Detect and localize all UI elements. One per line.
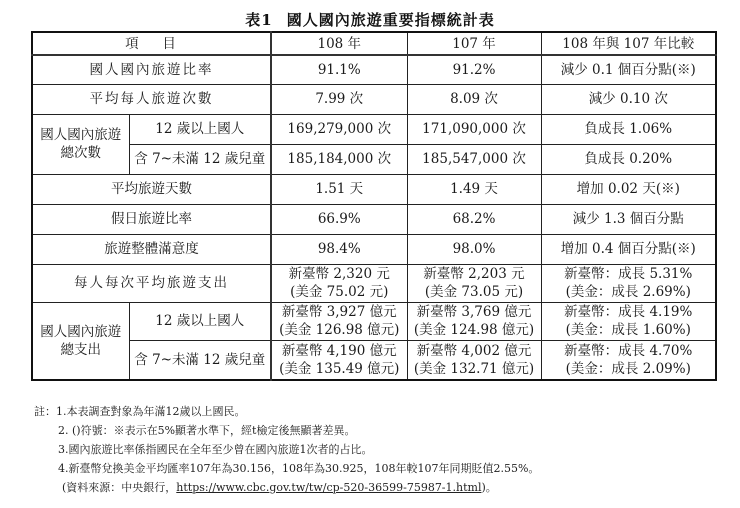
source-link[interactable]: https://www.cbc.gov.tw/tw/cp-520-36599-75987-1.html [176, 481, 482, 494]
cell-compare: 負成長 0.20% [541, 144, 716, 174]
footnotes [34, 402, 539, 497]
table-row [32, 340, 716, 380]
cell-compare: 減少 0.10 次 [541, 84, 716, 114]
cell-108 [271, 302, 407, 340]
table-row [32, 234, 716, 264]
header-108: 108 年 [271, 32, 407, 55]
sub-row-label: 含 7~未滿 12 歲兒童 [129, 144, 271, 174]
footnote-4: 4.新臺幣兌換美金平均匯率107年為30.156，108年為30.925，108年較107年同期貶值2.55%。 [58, 462, 540, 475]
group-label-total-trips [32, 114, 129, 174]
group-label-line1: 國人國內旅遊 [40, 127, 122, 143]
group-label-line1: 國人國內旅遊 [40, 323, 122, 340]
table-header-row [32, 32, 716, 55]
source-prefix: (資料來源：中央銀行， [62, 481, 177, 494]
footnote-1 [34, 402, 539, 421]
cell-107 [407, 302, 541, 340]
group-label-line2: 總支出 [60, 341, 101, 358]
source-suffix: )。 [481, 481, 497, 494]
cell-compare-twd: 新臺幣：成長 4.70% [564, 342, 693, 359]
table-row [32, 204, 716, 234]
cell-108: 98.4% [271, 234, 407, 264]
header-107: 107 年 [407, 32, 541, 55]
cell-108-usd: (美金 126.98 億元) [279, 322, 400, 338]
cell-107 [407, 264, 541, 302]
footnote-2: 2. ()符號：※表示在5%顯著水準下，經t檢定後無顯著差異。 [58, 424, 356, 437]
table-title [0, 9, 740, 30]
cell-107: 1.49 天 [407, 174, 541, 204]
cell-compare-usd: (美金：成長 2.69%) [565, 284, 691, 300]
row-label: 旅遊整體滿意度 [32, 234, 271, 264]
cell-108: 7.99 次 [271, 84, 407, 114]
table-row [32, 174, 716, 204]
footnote-source [34, 478, 539, 497]
cell-108 [271, 340, 407, 380]
cell-108: 185,184,000 次 [271, 144, 407, 174]
cell-107: 98.0% [407, 234, 541, 264]
cell-107-usd: (美金 132.71 億元) [413, 360, 535, 377]
cell-108-usd: (美金 135.49 億元) [279, 360, 400, 377]
sub-row-label: 12 歲以上國人 [129, 302, 271, 340]
cell-107-twd: 新臺幣 4,002 億元 [416, 342, 532, 359]
cell-107-usd: (美金 73.05 元) [424, 284, 524, 300]
cell-108: 1.51 天 [271, 174, 407, 204]
table-row [32, 114, 716, 144]
cell-107: 185,547,000 次 [407, 144, 541, 174]
cell-107: 8.09 次 [407, 84, 541, 114]
cell-107-twd: 新臺幣 2,203 元 [423, 266, 525, 282]
cell-107: 68.2% [407, 204, 541, 234]
sub-row-label: 12 歲以上國人 [129, 114, 271, 144]
cell-107: 91.2% [407, 55, 541, 84]
cell-compare: 增加 0.4 個百分點(※) [541, 234, 716, 264]
cell-107: 171,090,000 次 [407, 114, 541, 144]
cell-compare: 減少 1.3 個百分點 [541, 204, 716, 234]
group-label-total-spend [32, 302, 129, 380]
cell-compare-twd: 新臺幣：成長 4.19% [564, 304, 693, 320]
row-label: 國人國內旅遊比率 [32, 55, 271, 84]
row-label: 平均每人旅遊次數 [32, 84, 271, 114]
cell-108: 169,279,000 次 [271, 114, 407, 144]
row-label: 每人每次平均旅遊支出 [32, 264, 271, 302]
table-row [32, 264, 716, 302]
cell-108: 91.1% [271, 55, 407, 84]
footnote-1-text: 1.本表調查對象為年滿12歲以上國民。 [56, 405, 246, 418]
statistics-table [31, 31, 717, 381]
table-number: 表1 [245, 11, 273, 29]
cell-108: 66.9% [271, 204, 407, 234]
cell-compare: 減少 0.1 個百分點(※) [541, 55, 716, 84]
cell-107-usd: (美金 124.98 億元) [413, 322, 535, 338]
cell-107-twd: 新臺幣 3,769 億元 [416, 304, 532, 320]
cell-compare [541, 264, 716, 302]
group-label-line2: 總次數 [60, 145, 101, 161]
footnote-3: 3.國內旅遊比率係指國民在全年至少曾在國內旅遊1次者的占比。 [58, 443, 373, 456]
footnote-prefix: 註： [34, 405, 56, 418]
cell-compare [541, 340, 716, 380]
cell-108-usd: (美金 75.02 元) [290, 284, 389, 300]
header-item: 項 目 [32, 32, 271, 55]
cell-108-twd: 新臺幣 2,320 元 [288, 266, 390, 282]
header-compare: 108 年與 107 年比較 [541, 32, 716, 55]
cell-108 [271, 264, 407, 302]
sub-row-label: 含 7~未滿 12 歲兒童 [129, 340, 271, 380]
cell-compare-usd: (美金：成長 1.60%) [565, 322, 691, 338]
table-title-text: 國人國內旅遊重要指標統計表 [286, 11, 495, 29]
cell-compare-usd: (美金：成長 2.09%) [565, 360, 691, 377]
cell-108-twd: 新臺幣 4,190 億元 [281, 342, 397, 359]
cell-compare: 負成長 1.06% [541, 114, 716, 144]
cell-compare [541, 302, 716, 340]
cell-compare: 增加 0.02 天(※) [541, 174, 716, 204]
table-row [32, 55, 716, 84]
table-row [32, 302, 716, 340]
cell-108-twd: 新臺幣 3,927 億元 [281, 304, 397, 320]
cell-compare-twd: 新臺幣：成長 5.31% [564, 266, 693, 282]
cell-107 [407, 340, 541, 380]
table-row [32, 144, 716, 174]
row-label: 平均旅遊天數 [32, 174, 271, 204]
table-row [32, 84, 716, 114]
row-label: 假日旅遊比率 [32, 204, 271, 234]
